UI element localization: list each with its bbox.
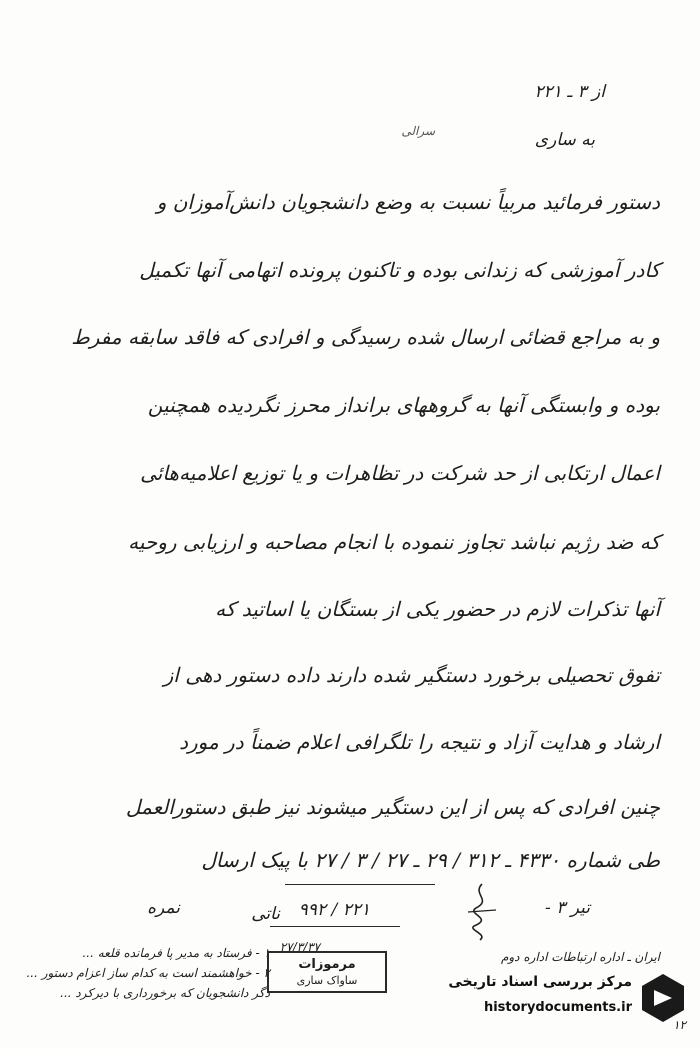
body-line: که ضد رژیم نباشد تجاوز ننموده با انجام مصاحبه و ارزیابی روحیه — [128, 530, 660, 554]
stamp-title: مرموزات — [298, 957, 356, 972]
nakhi-label: ناتی — [251, 904, 280, 924]
watermark-url: historydocuments.ir — [483, 1000, 632, 1015]
body-line: ارشاد و هدایت آزاد و نتیجه را تلگرافی اعلام ضمناً در مورد — [179, 730, 660, 754]
body-line: دستور فرمائید مربیاً نسبت به وضع دانشجویان دانش‌آموزان و — [156, 190, 660, 214]
watermark — [432, 960, 692, 1040]
page-number: ۱۲ — [673, 1018, 686, 1032]
name-label: نمره — [147, 898, 180, 918]
body-line: اعمال ارتکابی از حد شرکت در تظاهرات و یا توزیع اعلامیه‌هائی — [140, 461, 660, 485]
reference-underline — [285, 884, 435, 885]
stamp-subtitle: ساواک ساری — [296, 974, 358, 987]
date-mark: ۲۷/۳/۳۷ — [279, 940, 320, 954]
body-line: و به مراجع قضائی ارسال شده رسیدگی و افرادی که فاقد سابقه مفرط — [71, 325, 660, 349]
body-line: بوده و وابستگی آنها به گروههای برانداز محرز نگردیده همچنین — [147, 393, 660, 417]
margin-note: ۱ - فرستاد به مدیر پا فرمانده قلعه ... — [82, 946, 270, 960]
signature-scribble — [462, 882, 502, 942]
body-line: کادر آموزشی که زندانی بوده و تاکنون پرونده اتهامی آنها تکمیل — [139, 258, 660, 282]
outgoing-number: ۲۲۱ / ۹۹۲ — [298, 900, 370, 920]
classification-stamp — [267, 951, 387, 993]
addressee: به ساری — [534, 130, 595, 150]
margin-note: دگر دانشجویان که برخورداری با دیرکرد ... — [60, 986, 270, 1000]
body-line: تفوق تحصیلی برخورد دستگیر شده دارند داده دستور دهی از — [163, 663, 660, 687]
body-line: چنین افرادی که پس از این دستگیر میشوند نیز طبق دستورالعمل — [125, 795, 660, 819]
distribution-note: ایران ـ اداره ارتباطات اداره دوم — [500, 950, 660, 964]
body-line: آنها تذکرات لازم در حضور یکی از بستگان یا اساتید که — [215, 597, 660, 621]
signature-label: تیر ۳ - — [545, 898, 590, 918]
body-line: طی شماره ۴۳۳۰ ـ ۳۱۲ / ۲۹ ـ ۲۷ / ۳ / ۲۷ با پیک ارسال — [201, 848, 660, 872]
watermark-title: مرکز بررسی اسناد تاریخی — [448, 974, 632, 990]
reference-number: از ۳ ـ ۲۲۱ — [534, 82, 605, 102]
number-underline — [270, 926, 400, 927]
faint-mark: سرالی — [401, 124, 435, 138]
archive-logo-icon — [638, 970, 688, 1026]
margin-note: ۲ - خواهشمند است به کدام ساز اعزام دستور ... — [26, 966, 270, 980]
